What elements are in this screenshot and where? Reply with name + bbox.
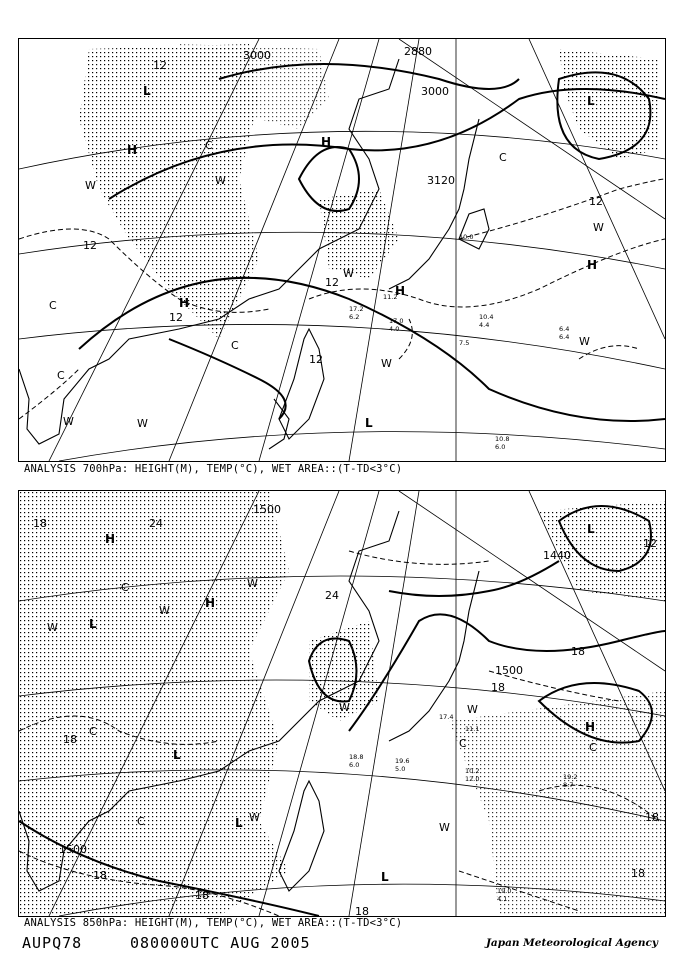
station-value: 6.4	[559, 325, 570, 333]
station-value: 4.0	[389, 325, 400, 333]
caption-700hpa: ANALYSIS 700hPa: HEIGHT(M), TEMP(°C), WET AREA::(T-TD<3°C)	[24, 463, 403, 475]
temp-center-cold: C	[231, 339, 239, 352]
station-value: 6.0	[495, 443, 506, 451]
station-value: 17.4	[439, 713, 454, 721]
station-value: 6.2	[349, 313, 360, 321]
station-value: 6.0	[349, 761, 360, 769]
product-code: AUPQ78	[22, 934, 83, 952]
temp-center-warm: W	[381, 357, 392, 370]
pressure-center-high: H	[587, 258, 598, 272]
map-700hpa	[19, 39, 665, 461]
temp-label: 12	[153, 59, 167, 72]
station-value: 19.0	[497, 887, 512, 895]
station-value: 17.0	[389, 317, 404, 325]
temp-label: 12	[325, 276, 339, 289]
station-value: 11.1	[465, 725, 480, 733]
station-value: 4.4	[479, 321, 490, 329]
pressure-center-low: L	[173, 748, 181, 762]
station-value: 17.2	[349, 305, 364, 313]
station-value: 4.1	[497, 895, 508, 903]
temp-center-cold: C	[49, 299, 57, 312]
temp-label: 12	[83, 239, 97, 252]
pressure-center-low: L	[365, 416, 373, 430]
temp-center-warm: W	[63, 415, 74, 428]
height-label: 1440	[543, 549, 571, 562]
temp-center-cold: C	[499, 151, 507, 164]
temp-center-warm: W	[249, 811, 260, 824]
temp-center-warm: W	[85, 179, 96, 192]
temp-center-cold: C	[589, 741, 597, 754]
temp-center-cold: C	[121, 581, 129, 594]
map-850hpa	[19, 491, 665, 916]
pressure-center-low: L	[587, 94, 595, 108]
chart-700hpa	[18, 38, 666, 462]
station-value: 5.0	[395, 765, 406, 773]
temp-label: 12	[643, 537, 657, 550]
caption-850hpa: ANALYSIS 850hPa: HEIGHT(M), TEMP(°C), WET AREA::(T-TD<3°C)	[24, 917, 403, 929]
height-label: 1500	[495, 664, 523, 677]
station-value: 10.2	[465, 767, 480, 775]
temp-label: 18	[645, 811, 659, 824]
agency-name: Japan Meteorological Agency	[485, 937, 658, 949]
pressure-center-high: H	[585, 720, 596, 734]
temp-label: 18	[571, 645, 585, 658]
temp-label: 18	[93, 869, 107, 882]
station-value: 8.7	[563, 781, 574, 789]
station-value: 18.8	[349, 753, 364, 761]
temp-center-warm: W	[247, 577, 258, 590]
temp-label: 18	[355, 905, 369, 916]
temp-label: 18	[33, 517, 47, 530]
pressure-center-high: H	[321, 135, 332, 149]
chart-850hpa	[18, 490, 666, 917]
temp-center-cold: C	[137, 815, 145, 828]
temp-label: 24	[149, 517, 163, 530]
temp-center-cold: C	[57, 369, 65, 382]
temp-label: 18	[195, 889, 209, 902]
station-value: 6.4	[559, 333, 570, 341]
station-value: 10.8	[495, 435, 510, 443]
temp-center-warm: W	[439, 821, 450, 834]
station-value: 19.2	[563, 773, 578, 781]
temp-label: 12	[589, 195, 603, 208]
temp-label: 18	[491, 681, 505, 694]
pressure-center-high: H	[179, 296, 190, 310]
height-label: 3000	[243, 49, 271, 62]
temp-label: 18	[63, 733, 77, 746]
pressure-center-low: L	[143, 84, 151, 98]
pressure-center-low: L	[235, 816, 243, 830]
temp-center-warm: W	[339, 701, 350, 714]
height-label: 1500	[59, 843, 87, 856]
temp-center-cold: C	[89, 725, 97, 738]
station-value: 10.4	[479, 313, 494, 321]
station-value: 19.6	[395, 757, 410, 765]
height-label: 3120	[427, 174, 455, 187]
temp-center-cold: C	[459, 737, 467, 750]
temp-center-warm: W	[215, 174, 226, 187]
temp-label: 12	[169, 311, 183, 324]
station-value: 11.2	[383, 293, 398, 301]
footer	[22, 934, 662, 954]
temp-label: 12	[309, 353, 323, 366]
pressure-center-low: L	[381, 870, 389, 884]
temp-center-warm: W	[159, 604, 170, 617]
temp-center-warm: W	[343, 267, 354, 280]
height-label: 1500	[253, 503, 281, 516]
temp-center-cold: C	[205, 139, 213, 152]
pressure-center-low: L	[587, 522, 595, 536]
pressure-center-high: H	[395, 284, 406, 298]
station-value: 10.0	[459, 233, 474, 241]
station-value: 7.5	[459, 339, 470, 347]
pressure-center-low: L	[89, 617, 97, 631]
temp-center-warm: W	[47, 621, 58, 634]
pressure-center-high: H	[127, 143, 138, 157]
height-label: 2880	[404, 45, 432, 58]
temp-center-warm: W	[579, 335, 590, 348]
temp-center-warm: W	[467, 703, 478, 716]
temp-label: 24	[325, 589, 339, 602]
pressure-center-high: H	[205, 596, 216, 610]
height-label: 3000	[421, 85, 449, 98]
pressure-center-high: H	[105, 532, 116, 546]
temp-center-warm: W	[593, 221, 604, 234]
wet-area	[79, 44, 659, 339]
valid-time: 080000UTC AUG 2005	[130, 934, 311, 952]
temp-center-warm: W	[137, 417, 148, 430]
station-value: 12.0	[465, 775, 480, 783]
temp-label: 18	[631, 867, 645, 880]
